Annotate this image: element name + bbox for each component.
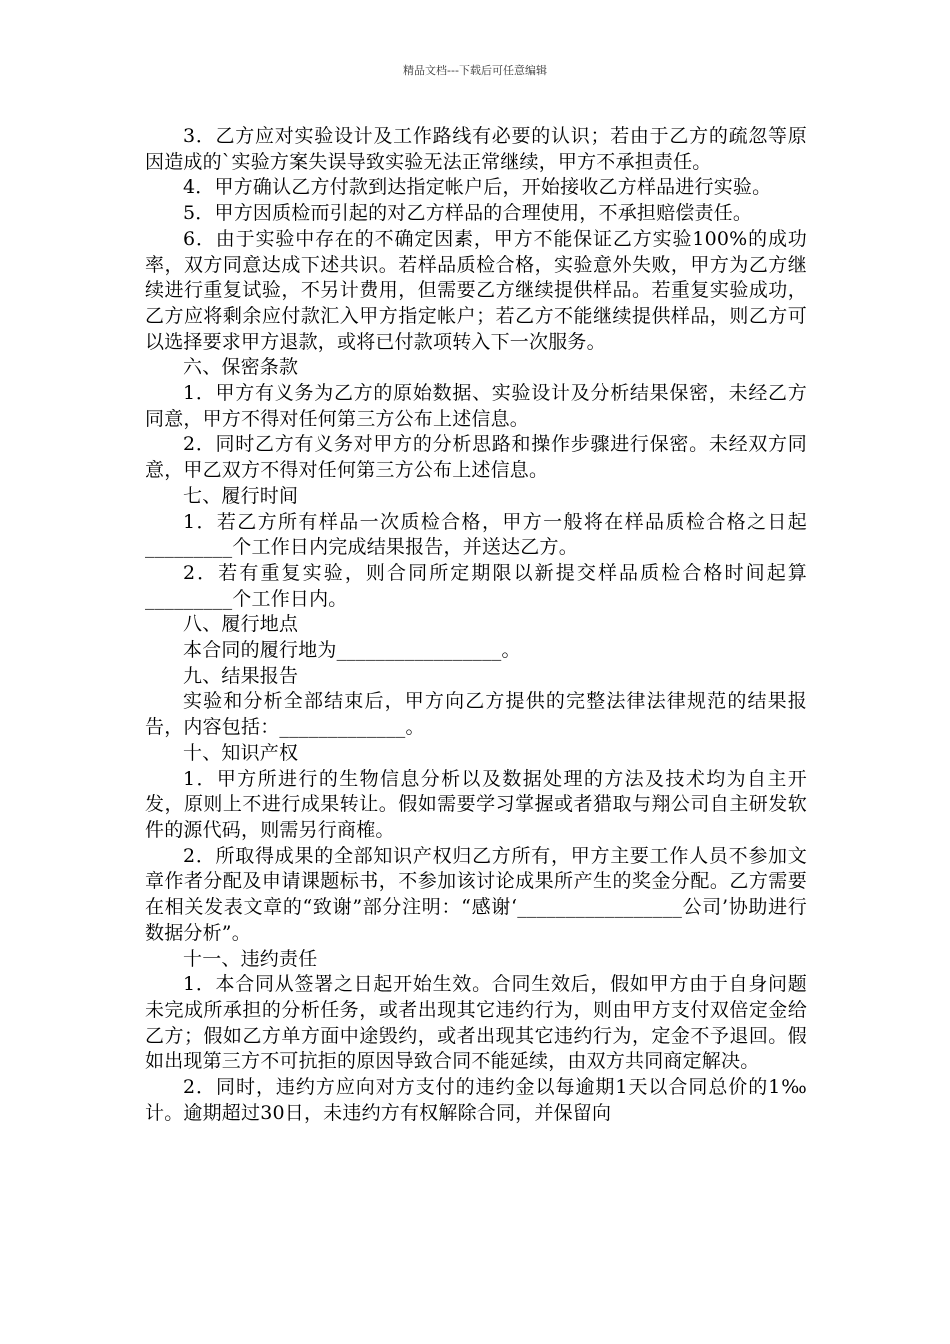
performance-time-clause-2: 2．若有重复实验，则合同所定期限以新提交样品质检合格时间起算_________个工作日内。: [145, 561, 807, 610]
confidentiality-clause-2: 2．同时乙方有义务对甲方的分析思路和操作步骤进行保密。未经双方同意，甲乙双方不得对任何第三方公布上述信息。: [145, 433, 807, 482]
section-heading-result-report: 九、结果报告: [183, 664, 299, 687]
page-header: 精品文档---下载后可任意编辑: [403, 64, 547, 77]
performance-place-clause: 本合同的履行地为_________________。: [183, 639, 521, 662]
result-report-clause: 实验和分析全部结束后，甲方向乙方提供的完整法律法律规范的结果报告，内容包括：_____________。: [145, 690, 807, 739]
performance-time-clause-1: 1．若乙方所有样品一次质检合格，甲方一般将在样品质检合格之日起_________个工作日内完成结果报告，并送达乙方。: [145, 510, 807, 559]
section-heading-performance-time: 七、履行时间: [183, 484, 299, 507]
section-heading-ip: 十、知识产权: [183, 741, 299, 764]
section-heading-confidentiality: 六、保密条款: [183, 356, 299, 379]
confidentiality-clause-1: 1．甲方有义务为乙方的原始数据、实验设计及分析结果保密，未经乙方同意，甲方不得对任何第三方公布上述信息。: [145, 382, 807, 430]
clause-4: 4．甲方确认乙方付款到达指定帐户后，开始接收乙方样品进行实验。: [183, 176, 772, 199]
clause-3: 3．乙方应对实验设计及工作路线有必要的认识；若由于乙方的疏忽等原因造成的`实验方案失误导致实验无法正常继续，甲方不承担责任。: [145, 125, 807, 173]
clause-6: 6．由于实验中存在的不确定因素，甲方不能保证乙方实验100%的成功率，双方同意达成下述共识。若样品质检合格，实验意外失败，甲方为乙方继续进行重复试验，不另计费用，但需要乙方继续提供样品。若重复实验成功，乙方应将剩余应付款汇入甲方指定帐户；若乙方不能继续提供样品，则乙方可以选择要求甲方退款，或将已付款项转入下一次服务。: [145, 227, 807, 353]
section-heading-performance-place: 八、履行地点: [183, 613, 299, 636]
liability-clause-2: 2．同时，违约方应向对方支付的违约金以每逾期1天以合同总价的1‰计。逾期超过30日，未违约方有权解除合同，并保留向: [145, 1076, 807, 1124]
ip-clause-1: 1．甲方所进行的生物信息分析以及数据处理的方法及技术均为自主开发，原则上不进行成果转让。假如需要学习掌握或者猎取与翔公司自主研发软件的源代码，则需另行商榷。: [145, 767, 807, 841]
ip-clause-2: 2．所取得成果的全部知识产权归乙方所有，甲方主要工作人员不参加文章作者分配及申请课题标书，不参加该讨论成果所产生的奖金分配。乙方需要在相关发表文章的“致谢”部分注明：“感谢‘_________________公司’协助进行数据分析”。: [145, 844, 807, 944]
section-heading-liability: 十一、违约责任: [183, 947, 318, 970]
liability-clause-1: 1．本合同从签署之日起开始生效。合同生效后，假如甲方由于自身问题未完成所承担的分析任务，或者出现其它违约行为，则由甲方支付双倍定金给乙方；假如乙方单方面中途毁约，或者出现其它违约行为，定金不予退回。假如出现第三方不可抗拒的原因导致合同不能延续，由双方共同商定解决。: [145, 973, 807, 1073]
document-body: [145, 124, 807, 1126]
clause-5: 5．甲方因质检而引起的对乙方样品的合理使用，不承担赔偿责任。: [183, 202, 753, 225]
